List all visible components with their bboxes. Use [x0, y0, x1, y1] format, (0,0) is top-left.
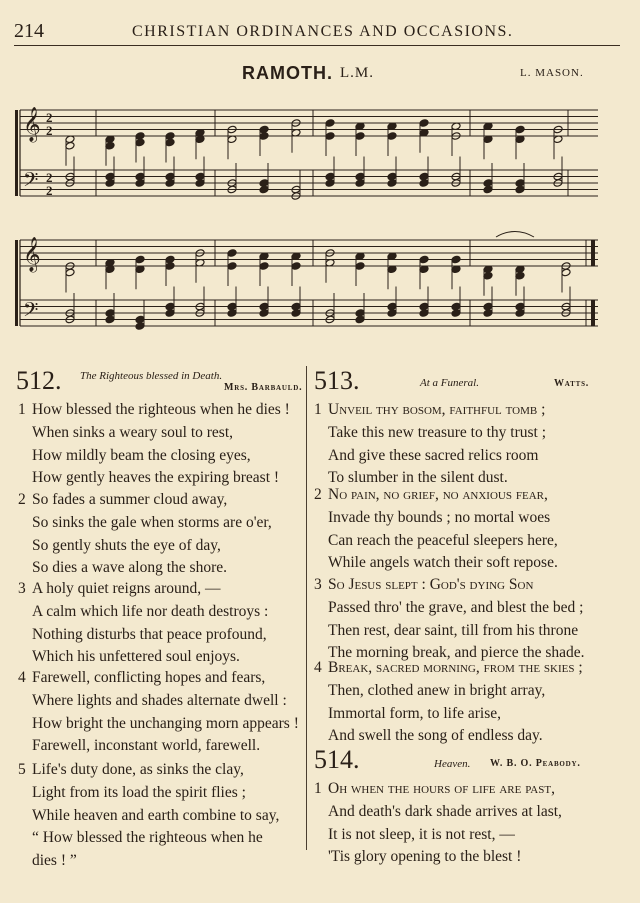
note-head [105, 179, 115, 188]
verse-line [314, 597, 585, 620]
verse-line [18, 713, 299, 736]
verse-text: A holy quiet reigns around, — [32, 580, 221, 597]
note-head [515, 185, 525, 194]
tune-header [0, 63, 640, 85]
hymn-title: Heaven. [434, 758, 471, 770]
verse-number: 2 [18, 491, 26, 508]
music-score [0, 92, 640, 362]
system-bracket [15, 240, 18, 326]
hymn-author: Mrs. Barbauld. [224, 382, 303, 393]
verse-text: So dies a wave along the shore. [32, 559, 227, 577]
hymn-author: Watts. [554, 378, 590, 389]
column-divider [306, 366, 307, 850]
verse-text: dies ! ” [32, 852, 77, 870]
verse-line [18, 667, 299, 690]
slur [496, 232, 534, 238]
verse-line [18, 690, 299, 713]
note-head [105, 141, 115, 150]
note-head [355, 315, 365, 324]
hymn-title: At a Funeral. [420, 377, 479, 389]
verse [314, 399, 546, 490]
verse-line [314, 445, 546, 468]
verse [18, 489, 272, 580]
verse-number: 1 [18, 401, 26, 418]
verse-text: And give these sacred relics room [328, 446, 539, 464]
verse-text: The morning break, and pierce the shade. [328, 644, 585, 662]
final-barline [591, 300, 595, 326]
verse-text: Invade thy bounds ; no mortal woes [328, 508, 551, 526]
note-head [419, 255, 429, 264]
verse-text: Then, clothed anew in bright array, [328, 681, 546, 699]
verse-line [18, 557, 272, 580]
note-head [387, 132, 397, 141]
note-head [291, 309, 301, 318]
note-head [227, 309, 237, 318]
verse-text: Farewell, inconstant world, farewell. [32, 737, 261, 755]
verse-text: So gently shuts the eye of day, [32, 536, 221, 554]
note-head [419, 179, 429, 188]
verse-line [18, 805, 279, 828]
verse-line [314, 846, 562, 869]
verse-text: While heaven and earth combine to say, [32, 806, 280, 824]
verse-text: To slumber in the silent dust. [328, 469, 508, 487]
verse-line [18, 735, 299, 758]
verse-line [18, 601, 268, 624]
note-head [65, 141, 75, 150]
hymn-number: 512. [16, 366, 62, 395]
verse [314, 484, 558, 575]
verse-text: Light from its load the spirit flies ; [32, 783, 246, 801]
note-head [483, 309, 493, 318]
verse-line [18, 512, 272, 535]
verse-line [314, 574, 585, 597]
verse-text: How bright the unchanging morn appears ! [32, 714, 299, 732]
verse-line [18, 759, 279, 782]
note-head [419, 119, 429, 128]
verse-text: Take this new treasure to thy trust ; [328, 423, 547, 441]
verse-line [314, 725, 583, 748]
verse-text: And swell the song of endless day. [328, 727, 543, 745]
note-head [515, 309, 525, 318]
verse-line [314, 703, 583, 726]
bass-clef-icon: 𝄢 [23, 168, 39, 196]
verse [18, 399, 290, 490]
verse-line [314, 620, 585, 643]
verse-number: 3 [18, 580, 26, 597]
hymn-title: The Righteous blessed in Death. [80, 370, 223, 382]
tune-name: RAMOTH. [242, 63, 333, 83]
note-head [135, 255, 145, 264]
verse-number: 2 [314, 486, 322, 503]
verse-text: How gently heaves the expiring breast ! [32, 469, 280, 487]
verse-text: So Jesus slept : God's dying Son [328, 576, 534, 593]
note-head [227, 262, 237, 271]
verse-text: So sinks the gale when storms are o'er, [32, 513, 272, 531]
verse-text: How mildly beam the closing eyes, [32, 446, 251, 464]
note-head [65, 268, 75, 277]
verse-line [314, 422, 546, 445]
note-head [561, 268, 571, 277]
note-head [325, 132, 335, 141]
verse-number: 4 [314, 659, 322, 676]
note-head [355, 179, 365, 188]
time-signature: 2 [46, 110, 53, 125]
verse-text: How blessed the righteous when he dies ! [32, 401, 290, 418]
note-head [227, 249, 237, 258]
final-barline [591, 240, 595, 266]
verse-number: 3 [314, 576, 322, 593]
verse-text: It is not sleep, it is not rest, — [328, 825, 515, 843]
note-head [451, 255, 461, 264]
verse-text: Where lights and shades alternate dwell : [32, 691, 287, 709]
verse-number: 1 [314, 780, 322, 797]
note-head [165, 262, 175, 271]
verse-line [314, 399, 546, 422]
hymn-number: 513. [314, 366, 360, 395]
verse-line [314, 801, 562, 824]
tune-meter: L.M. [340, 65, 374, 81]
verse [314, 574, 585, 665]
verse-text: Can reach the peaceful sleepers here, [328, 531, 558, 549]
note-head [259, 309, 269, 318]
verse-number: 5 [18, 761, 26, 778]
verse-text: So fades a summer cloud away, [32, 491, 228, 508]
verse [314, 657, 583, 748]
verse [18, 759, 279, 873]
verse-text: When sinks a weary soul to rest, [32, 423, 234, 441]
time-signature: 2 [46, 183, 53, 198]
note-head [355, 262, 365, 271]
note-head [195, 179, 205, 188]
hymn-author: W. B. O. Peabody. [490, 758, 581, 769]
note-head [483, 185, 493, 194]
time-signature: 2 [46, 170, 53, 185]
note-head [259, 185, 269, 194]
running-head [14, 20, 620, 42]
verse-text: No pain, no grief, no anxious fear, [328, 486, 548, 503]
verse-text: 'Tis glory opening to the blest ! [328, 848, 522, 866]
note-head [325, 179, 335, 188]
note-head [135, 322, 145, 331]
verse-text: Break, sacred morning, from the skies ; [328, 659, 583, 676]
note-head [135, 179, 145, 188]
treble-clef-icon: 𝄞 [23, 237, 41, 272]
note-head [165, 179, 175, 188]
verse-text: Then rest, dear saint, till from his throne [328, 621, 579, 639]
note-head [135, 138, 145, 147]
system-bracket [15, 110, 18, 196]
verse-number: 1 [314, 401, 322, 418]
verse-text: Farewell, conflicting hopes and fears, [32, 669, 266, 686]
bass-clef-icon: 𝄢 [23, 298, 39, 326]
verse-text: And death's dark shade arrives at last, [328, 802, 562, 820]
verse-line [18, 646, 268, 669]
note-head [387, 309, 397, 318]
verse-line [18, 399, 290, 422]
verse [314, 778, 562, 869]
verse-line [18, 467, 290, 490]
tune-composer: L. MASON. [520, 67, 584, 79]
verse-text: Passed thro' the grave, and blest the bed ; [328, 598, 584, 616]
note-head [325, 119, 335, 128]
verse-line [18, 782, 279, 805]
verse-text: Nothing disturbs that peace profound, [32, 625, 267, 643]
note-head [515, 125, 525, 134]
note-head [105, 315, 115, 324]
note-head [355, 132, 365, 141]
note-head [165, 309, 175, 318]
note-head [387, 179, 397, 188]
verse-text: Immortal form, to life arise, [328, 704, 502, 722]
verse-number: 4 [18, 669, 26, 686]
header-rule [14, 45, 620, 46]
page-number: 214 [14, 20, 44, 42]
verse-line [314, 657, 583, 680]
verse-line [314, 530, 558, 553]
verse-line [18, 535, 272, 558]
verse-line [18, 445, 290, 468]
verse-line [314, 484, 558, 507]
verse-line [18, 578, 268, 601]
note-head [419, 309, 429, 318]
verse-line [18, 422, 290, 445]
verse-line [314, 778, 562, 801]
note-head [291, 262, 301, 271]
verse-line [18, 489, 272, 512]
verse-line [314, 552, 558, 575]
verse [18, 667, 299, 758]
treble-clef-icon: 𝄞 [23, 107, 41, 142]
verse-text: Unveil thy bosom, faithful tomb ; [328, 401, 546, 418]
note-head [451, 309, 461, 318]
verse-line [314, 824, 562, 847]
verse-text: A calm which life nor death destroys : [32, 602, 269, 620]
note-head [165, 138, 175, 147]
note-head [515, 271, 525, 280]
hymn-number: 514. [314, 745, 360, 774]
time-signature: 2 [46, 123, 53, 138]
note-head [483, 271, 493, 280]
note-head [259, 262, 269, 271]
verse-line [18, 624, 268, 647]
verse-line [18, 827, 279, 850]
verse [18, 578, 268, 669]
verse-line [18, 850, 279, 873]
verse-line [314, 680, 583, 703]
note-head [259, 132, 269, 141]
section-title: CHRISTIAN ORDINANCES AND OCCASIONS. [132, 23, 514, 40]
verse-text: Life's duty done, as sinks the clay, [32, 761, 244, 778]
verse-line [314, 507, 558, 530]
verse-text: Oh when the hours of life are past, [328, 780, 555, 797]
verse-text: “ How blessed the righteous when he [32, 829, 263, 847]
verse-text: While angels watch their soft repose. [328, 554, 558, 572]
verse-text: Which his unfettered soul enjoys. [32, 648, 240, 666]
